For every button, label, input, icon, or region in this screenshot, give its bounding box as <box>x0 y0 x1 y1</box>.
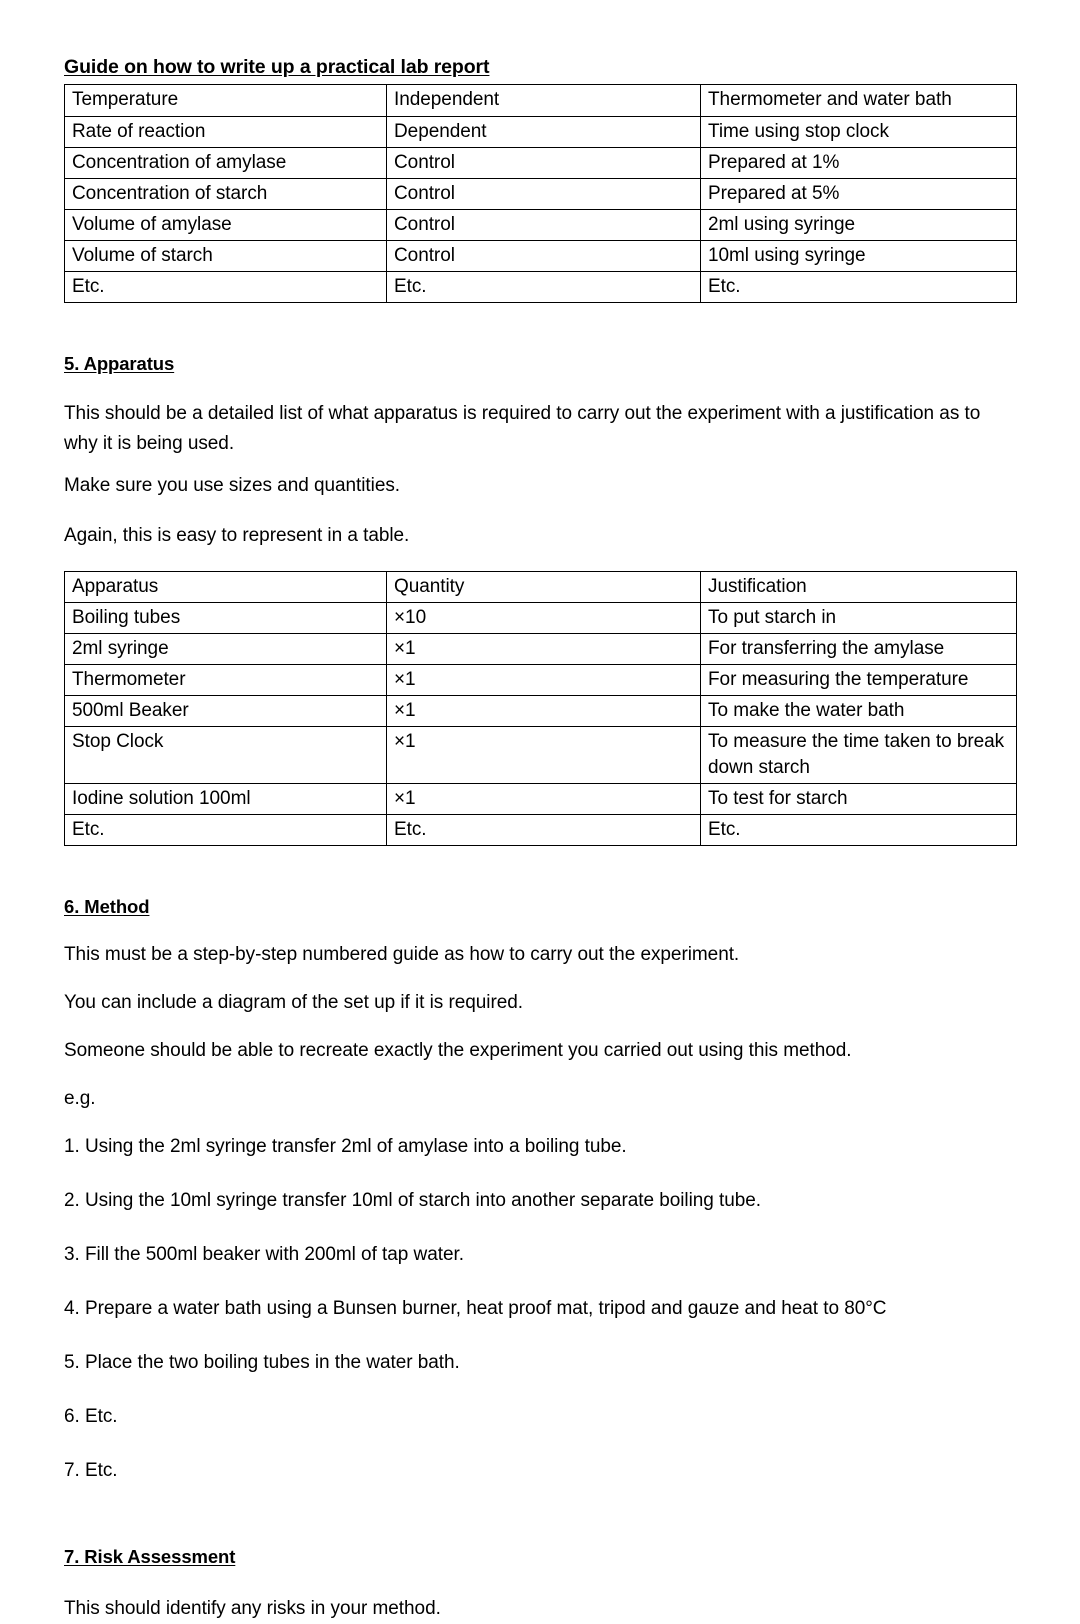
risk-heading-row <box>64 1546 1016 1568</box>
apparatus-cell: Thermometer <box>65 665 387 696</box>
variable-detail-cell: Time using stop clock <box>701 116 1017 147</box>
method-steps-list <box>64 1132 1016 1486</box>
variable-detail-cell: 10ml using syringe <box>701 240 1017 271</box>
variable-name-cell: Temperature <box>65 85 387 116</box>
method-paragraph-1: This must be a step-by-step numbered guide as how to carry out the experiment. <box>64 943 740 965</box>
variable-name-cell: Volume of starch <box>65 240 387 271</box>
variable-type-cell: Independent <box>387 85 701 116</box>
variable-type-cell: Control <box>387 147 701 178</box>
apparatus-header-cell: Apparatus <box>65 572 387 603</box>
apparatus-cell: Boiling tubes <box>65 603 387 634</box>
variable-type-cell: Etc. <box>387 271 701 302</box>
variable-detail-cell: 2ml using syringe <box>701 209 1017 240</box>
table-row <box>65 696 1017 727</box>
list-item: 4. Prepare a water bath using a Bunsen burner, heat proof mat, tripod and gauze and heat to 80°C <box>64 1297 887 1319</box>
quantity-cell: ×1 <box>387 783 701 814</box>
apparatus-cell: 2ml syringe <box>65 634 387 665</box>
justification-cell: To measure the time taken to break down starch <box>701 727 1017 783</box>
page-title-row <box>64 56 1016 78</box>
risk-paragraph-1: This should identify any risks in your method. <box>64 1597 441 1619</box>
justification-cell: To make the water bath <box>701 696 1017 727</box>
variable-name-cell: Etc. <box>65 271 387 302</box>
variable-type-cell: Control <box>387 178 701 209</box>
variable-detail-cell: Prepared at 1% <box>701 147 1017 178</box>
quantity-header-cell: Quantity <box>387 572 701 603</box>
section-heading-apparatus: 5. Apparatus <box>64 352 175 374</box>
variable-name-cell: Volume of amylase <box>65 209 387 240</box>
justification-cell: To test for starch <box>701 783 1017 814</box>
variable-detail-cell: Prepared at 5% <box>701 178 1017 209</box>
table-row <box>65 634 1017 665</box>
justification-cell: To put starch in <box>701 603 1017 634</box>
method-heading-row <box>64 896 1016 918</box>
quantity-cell: ×10 <box>387 603 701 634</box>
quantity-cell: ×1 <box>387 696 701 727</box>
table-row <box>65 727 1017 783</box>
method-paragraph-2: You can include a diagram of the set up if it is required. <box>64 991 524 1013</box>
variable-detail-cell: Etc. <box>701 271 1017 302</box>
justification-cell: For measuring the temperature <box>701 665 1017 696</box>
variable-name-cell: Concentration of amylase <box>65 147 387 178</box>
section-heading-risk-assessment: 7. Risk Assessment <box>64 1545 236 1567</box>
table-header-row <box>65 572 1017 603</box>
list-item: 2. Using the 10ml syringe transfer 10ml of starch into another separate boiling tube. <box>64 1189 762 1211</box>
variables-table <box>64 84 1017 303</box>
method-paragraph-3: Someone should be able to recreate exactly the experiment you carried out using this method. <box>64 1039 852 1061</box>
apparatus-heading-row <box>64 353 1016 375</box>
apparatus-paragraph-1: This should be a detailed list of what apparatus is required to carry out the experiment with a justification as to why it is being used. <box>64 402 981 454</box>
quantity-cell: ×1 <box>387 727 701 783</box>
justification-cell: Etc. <box>701 814 1017 845</box>
table-row <box>65 783 1017 814</box>
table-row <box>65 665 1017 696</box>
page-title: Guide on how to write up a practical lab report <box>64 56 490 78</box>
variable-name-cell: Concentration of starch <box>65 178 387 209</box>
table-row <box>65 178 1017 209</box>
apparatus-cell: 500ml Beaker <box>65 696 387 727</box>
table-row <box>65 603 1017 634</box>
section-heading-method: 6. Method <box>64 895 150 917</box>
apparatus-table <box>64 571 1017 846</box>
list-item: 3. Fill the 500ml beaker with 200ml of tap water. <box>64 1243 464 1265</box>
quantity-cell: ×1 <box>387 665 701 696</box>
variable-type-cell: Dependent <box>387 116 701 147</box>
table-row <box>65 147 1017 178</box>
table-row <box>65 814 1017 845</box>
justification-header-cell: Justification <box>701 572 1017 603</box>
method-paragraph-eg: e.g. <box>64 1087 96 1109</box>
apparatus-cell: Iodine solution 100ml <box>65 783 387 814</box>
table-row <box>65 209 1017 240</box>
quantity-cell: Etc. <box>387 814 701 845</box>
justification-cell: For transferring the amylase <box>701 634 1017 665</box>
list-item: 1. Using the 2ml syringe transfer 2ml of amylase into a boiling tube. <box>64 1135 627 1157</box>
list-item: 7. Etc. <box>64 1459 118 1481</box>
table-row <box>65 85 1017 116</box>
table-row <box>65 271 1017 302</box>
table-row <box>65 116 1017 147</box>
table-row <box>65 240 1017 271</box>
quantity-cell: ×1 <box>387 634 701 665</box>
variable-detail-cell: Thermometer and water bath <box>701 85 1017 116</box>
list-item: 6. Etc. <box>64 1405 118 1427</box>
apparatus-paragraph-2: Make sure you use sizes and quantities. <box>64 475 401 496</box>
apparatus-cell: Stop Clock <box>65 727 387 783</box>
apparatus-paragraph-3: Again, this is easy to represent in a table. <box>64 525 410 547</box>
variable-type-cell: Control <box>387 209 701 240</box>
list-item: 5. Place the two boiling tubes in the water bath. <box>64 1351 460 1373</box>
variable-name-cell: Rate of reaction <box>65 116 387 147</box>
apparatus-cell: Etc. <box>65 814 387 845</box>
variable-type-cell: Control <box>387 240 701 271</box>
